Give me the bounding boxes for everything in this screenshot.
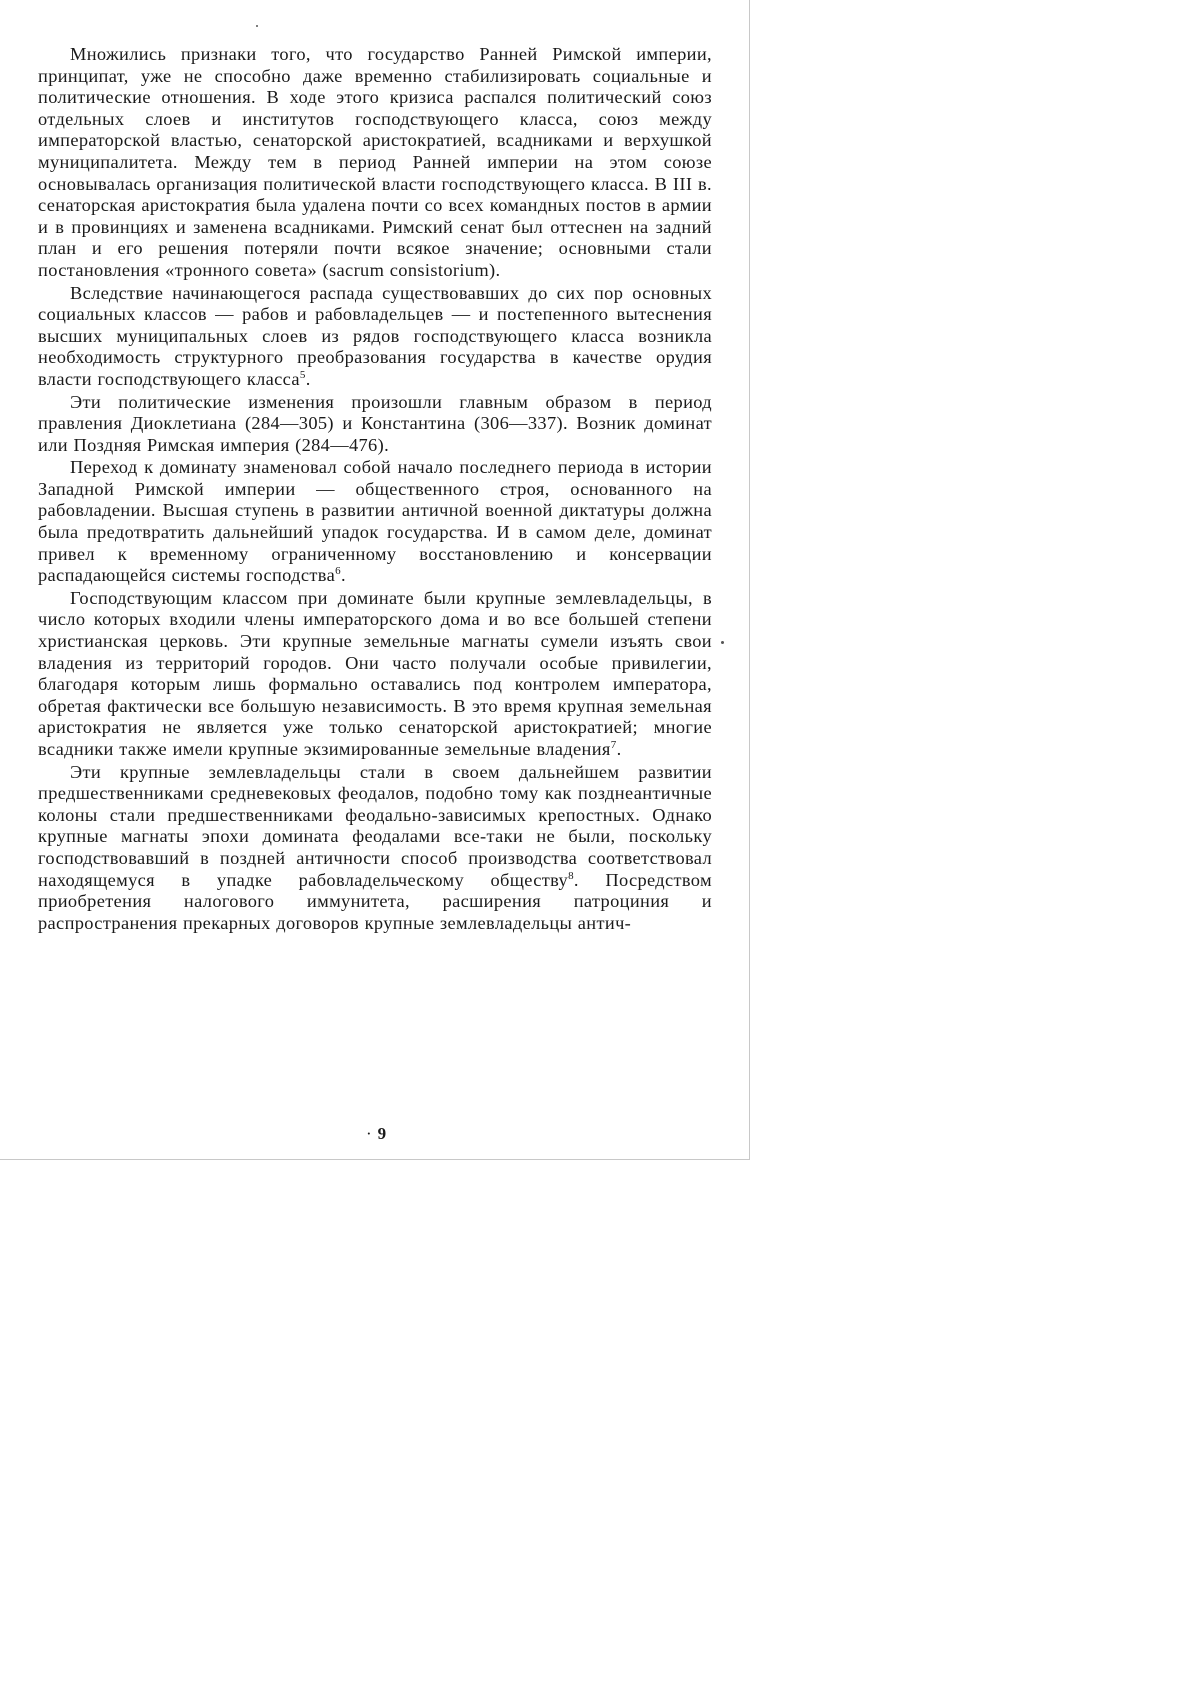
body-text xyxy=(38,44,712,935)
scan-speck xyxy=(721,641,724,644)
document-page xyxy=(0,0,750,1160)
paragraph: Эти крупные землевладельцы стали в своем дальнейшем развитии предшественниками средневековых феодалов, подобно тому как позднеантичные колоны стали предшественниками феодально-зависимых крепостных. Однако крупные магнаты эпохи домината феодалами все-таки не были, поскольку господствовавший в поздней античности способ производства соответствовал находящемуся в упадке рабовладельческому обществу$^8$. Посредством приобретения налогового иммунитета, расширения патроциния и распространения прекарных договоров крупные землевладельцы антич- xyxy=(38,761,712,933)
paragraph: Переход к доминату знаменовал собой начало последнего периода в истории Западной Римской империи — общественного строя, основанного на рабовладении. Высшая ступень в развитии античной военной диктатуры должна была предотвратить дальнейший упадок государства. И в самом деле, доминат привел к временному ограниченному восстановлению и консервации распадающейся системы господства$^6$. xyxy=(38,457,712,586)
paragraph-text: Множились признаки того, что государство Ранней Римской империи, принципат, уже не способно даже временно стабилизировать социальные и политические отношения. В ходе этого кризиса распался политический союз отдельных слоев и институтов господствующего класса, союз между императорской властью, сенаторской аристократией, всадниками и верхушкой муниципалитета. Между тем в период Ранней империи на этом союзе основывалась организация политической власти господствующего класса. В III в. сенаторская аристократия была удалена почти со всех командных постов в армии и в провинциях и заменена всадниками. Римский сенат был оттеснен на задний план и его решения потеряли почти всякое значение; основными стали постановления «тронного совета» (sacrum consistorium). xyxy=(38,44,712,280)
paragraph xyxy=(38,44,712,282)
footnote-marker: 7 xyxy=(610,739,617,751)
footnote-marker: 8 xyxy=(568,869,574,882)
paragraph-text: Посредством приобретения налогового иммунитета, расширения патроциния и распространения прекарных договоров крупные землевладельцы антич- xyxy=(38,869,712,933)
page-number-value: 9 xyxy=(377,1124,387,1143)
paragraph-text: Господствующим классом при доминате были крупные землевладельцы, в число которых входили члены императорского дома и во все большей степени христианская церковь. Эти крупные земельные магнаты сумели изъять свои владения из территорий городов. Они часто получали особые привилегии, благодаря которым лишь формально оставались под контролем императора, обретая фактически все большую независимость. В это время крупная земельная аристократия не является уже только сенаторской аристократией; многие всадники также имели крупные экзимированные земельные владения xyxy=(38,587,712,759)
paragraph-text: Переход к доминату знаменовал собой начало последнего периода в истории Западной Римской империи — общественного строя, основанного на рабовладении. Высшая ступень в развитии античной военной диктатуры должна была предотвратить дальнейший упадок государства. И в самом деле, доминат привел к временному ограниченному восстановлению и консервации распадающейся системы господства xyxy=(38,457,712,586)
footnote-marker: 5 xyxy=(299,368,306,381)
scan-speck xyxy=(256,25,258,27)
paragraph-text: Эти политические изменения произошли главным образом в период правления Диоклетиана (284—305) и Константина (306—337). Возник доминат или Поздняя Римская империя (284—476). xyxy=(38,391,712,455)
paragraph-text: Эти крупные землевладельцы стали в своем дальнейшем развитии предшественниками средневековых феодалов, подобно тому как позднеантичные колоны стали предшественниками феодально-зависимых крепостных. Однако крупные магнаты эпохи домината феодалами все-таки не были, поскольку господствовавший в поздней античности способ производства соответствовал находящемуся в упадке рабовладельческому обществу xyxy=(38,761,712,890)
page-number xyxy=(366,1124,406,1144)
paragraph: Господствующим классом при доминате были крупные землевладельцы, в число которых входили члены императорского дома и во все большей степени христианская церковь. Эти крупные земельные магнаты сумели изъять свои владения из территорий городов. Они часто получали особые привилегии, благодаря которым лишь формально оставались под контролем императора, обретая фактически все большую независимость. В это время крупная земельная аристократия не является уже только сенаторской аристократией; многие всадники также имели крупные экзимированные земельные владения$^7$. xyxy=(38,587,712,759)
page-number-dot: · xyxy=(366,1124,372,1143)
paragraph xyxy=(38,392,712,457)
paragraph: Вследствие начинающегося распада существовавших до сих пор основных социальных классов — рабов и рабовладельцев — и постепенного вытеснения высших муниципальных слоев из рядов господствующего класса возникла необходимость структурного преобразования государства в качестве орудия власти господствующего класса$^5$. xyxy=(38,282,712,389)
footnote-marker: 6 xyxy=(335,565,341,578)
paragraph-text: Вследствие начинающегося распада существовавших до сих пор основных социальных классов — рабов и рабовладельцев — и постепенного вытеснения высших муниципальных слоев из рядов господствующего класса возникла необходимость структурного преобразования государства в качестве орудия власти господствующего класса xyxy=(38,282,712,389)
